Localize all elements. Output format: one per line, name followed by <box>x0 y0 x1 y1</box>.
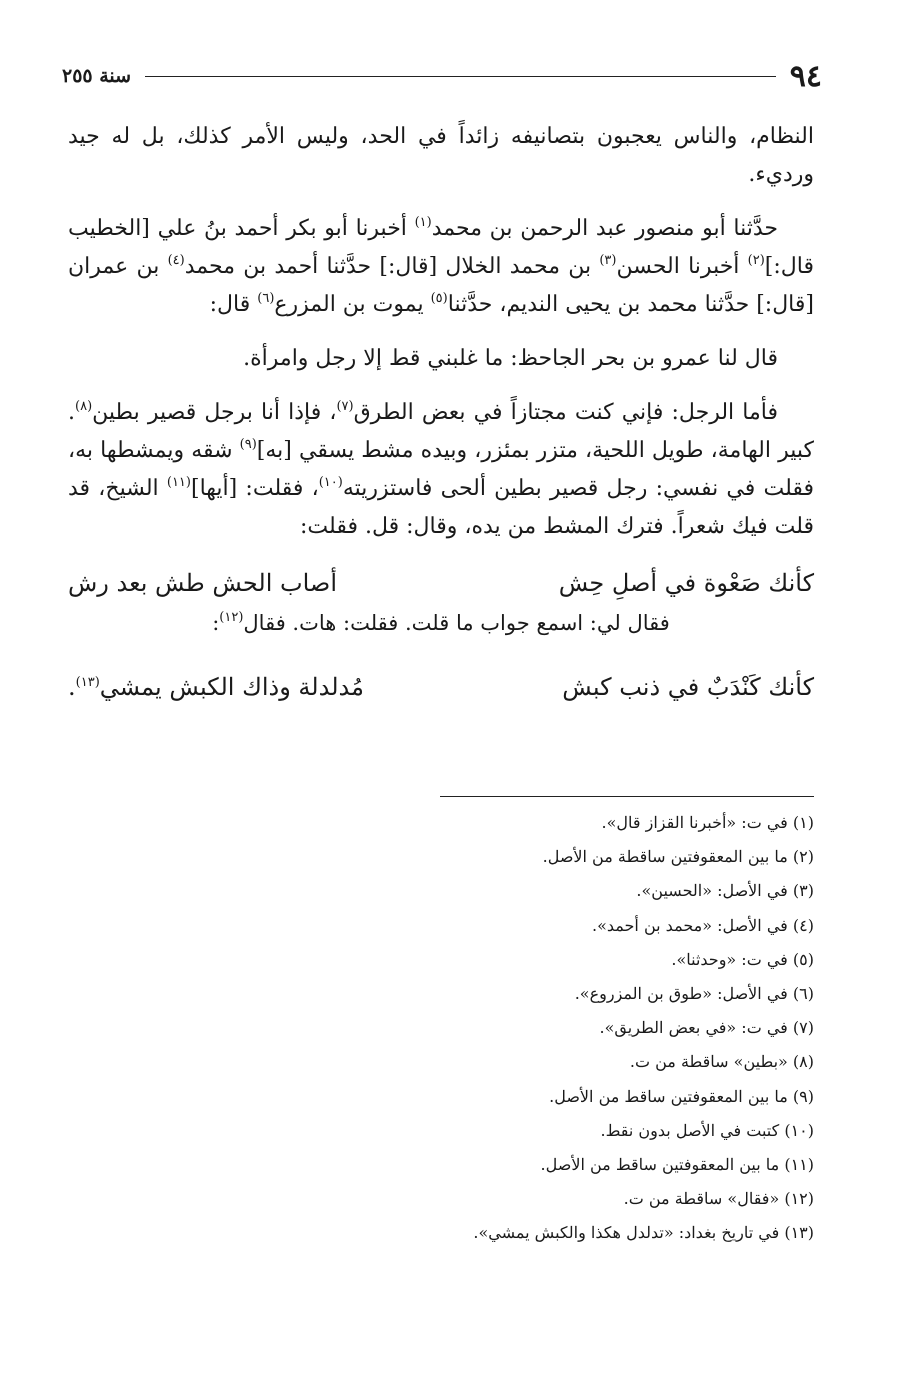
footnote-ref: (١) <box>414 215 432 230</box>
footnote-ref: (١١) <box>166 475 191 490</box>
verse-2-second-hemistich <box>68 668 364 706</box>
footnote-ref: (٤) <box>167 253 185 268</box>
footnote-item: (١١) ما بين المعقوفتين ساقط من الأصل. <box>540 1155 814 1175</box>
footnote-ref: (١٣) <box>75 675 100 690</box>
verse-2-end: . <box>68 673 76 701</box>
footnote-separator <box>440 796 814 797</box>
footnote-ref: (٨) <box>75 399 93 414</box>
footnote-item: (٩) ما بين المعقوفتين ساقط من الأصل. <box>549 1086 814 1106</box>
footnote-ref: (١٢) <box>219 610 244 625</box>
footnote-ref: (٣) <box>599 253 617 268</box>
story-part: شقه ويمشطها به، فقلت في نفسي: رجل قصير بطين ألحى فاستزريته <box>68 438 815 501</box>
isnad-part: أخبرنا الحسن <box>616 254 748 279</box>
story-part: ، فإذا أنا برجل قصير بطين <box>92 400 337 425</box>
dialogue-end: : <box>212 611 220 635</box>
footnote-item: (٧) في ت: «في بعض الطريق». <box>599 1018 814 1038</box>
verse-1-first-hemistich: كأنك صَعْوة في أصلِ حِش <box>558 569 814 597</box>
footnote-item: (١٣) في تاريخ بغداد: «تدلدل هكذا والكبش يمشي». <box>473 1223 814 1243</box>
footnote-item: (١٠) كتبت في الأصل بدون نقط. <box>600 1120 814 1140</box>
footnote-ref: (٦) <box>257 291 275 306</box>
story-part: ، فقلت: [أيها] <box>190 476 319 501</box>
footnotes <box>68 806 814 1251</box>
isnad-part: قال: <box>209 292 258 317</box>
footnote-item: (٥) في ت: «وحدثنا». <box>671 949 814 969</box>
isnad-part: بن عمران [قال:] حدَّثنا محمد بن يحيى النديم، حدَّثنا <box>68 254 814 317</box>
verse-2 <box>68 668 814 706</box>
running-header <box>62 58 822 94</box>
paragraph-jahiz-quote: قال لنا عمرو بن بحر الجاحظ: ما غلبني قط إلا رجل وامرأة. <box>243 346 778 371</box>
main-text <box>68 118 814 706</box>
footnote-item: (٨) «بطين» ساقطة من ت. <box>629 1052 814 1072</box>
footnote-item: (٣) في الأصل: «الحسين». <box>636 881 814 901</box>
paragraph-story <box>68 394 814 546</box>
footnote-item: (٦) في الأصل: «طوق بن المزروع». <box>574 984 814 1004</box>
isnad-part: يموت بن المزرع <box>274 292 431 317</box>
paragraph-isnad <box>68 210 814 324</box>
footnote-item: (١٢) «فقال» ساقطة من ت. <box>623 1189 814 1209</box>
footnote-item: (٢) ما بين المعقوفتين ساقطة من الأصل. <box>542 847 814 867</box>
footnote-ref: (٢) <box>747 253 765 268</box>
verse-2-text: مُدلدلة وذاك الكبش يمشي <box>99 673 364 701</box>
footnote-item: (٤) في الأصل: «محمد بن أحمد». <box>592 915 814 935</box>
footnote-ref: (١٠) <box>318 475 343 490</box>
story-part: فأما الرجل: فإني كنت مجتازاً في بعض الطرق <box>353 400 778 425</box>
isnad-part: حدَّثنا أبو منصور عبد الرحمن بن محمد <box>431 216 778 241</box>
dialogue-line <box>68 604 814 642</box>
story-part: . كبير الهامة، طويل اللحية، متزر بمئزر، وبيده مشط يسقي [به] <box>68 400 814 463</box>
footnote-ref: (٧) <box>336 399 354 414</box>
verse-1 <box>68 564 814 602</box>
footnote-ref: (٩) <box>239 437 257 452</box>
dialogue-text: فقال لي: اسمع جواب ما قلت. فقلت: هات. فقال <box>243 611 670 635</box>
story-part: الشيخ، قد قلت فيك شعراً. فترك المشط من يده، وقال: قل. فقلت: <box>68 476 814 539</box>
year-label: سنة ٢٥٥ <box>62 65 132 87</box>
verse-2-first-hemistich: كأنك كَنْدَبٌ في ذنب كبش <box>562 673 814 701</box>
page-number: ٩٤ <box>789 58 822 94</box>
header-rule <box>145 76 776 77</box>
footnote-item: (١) في ت: «أخبرنا القزاز قال». <box>601 813 814 832</box>
footnote-ref: (٥) <box>430 291 448 306</box>
isnad-part: بن محمد الخلال [قال:] حدَّثنا أحمد بن محمد <box>184 254 600 279</box>
verse-1-second-hemistich: أصاب الحش طش بعد رش <box>68 569 337 597</box>
isnad-part: أخبرنا أبو بكر أحمد بنُ علي [الخطيب قال:] <box>68 216 814 279</box>
paragraph-continuation: النظام، والناس يعجبون بتصانيفه زائداً في الحد، وليس الأمر كذلك، بل له جيد ورديء. <box>68 124 814 187</box>
